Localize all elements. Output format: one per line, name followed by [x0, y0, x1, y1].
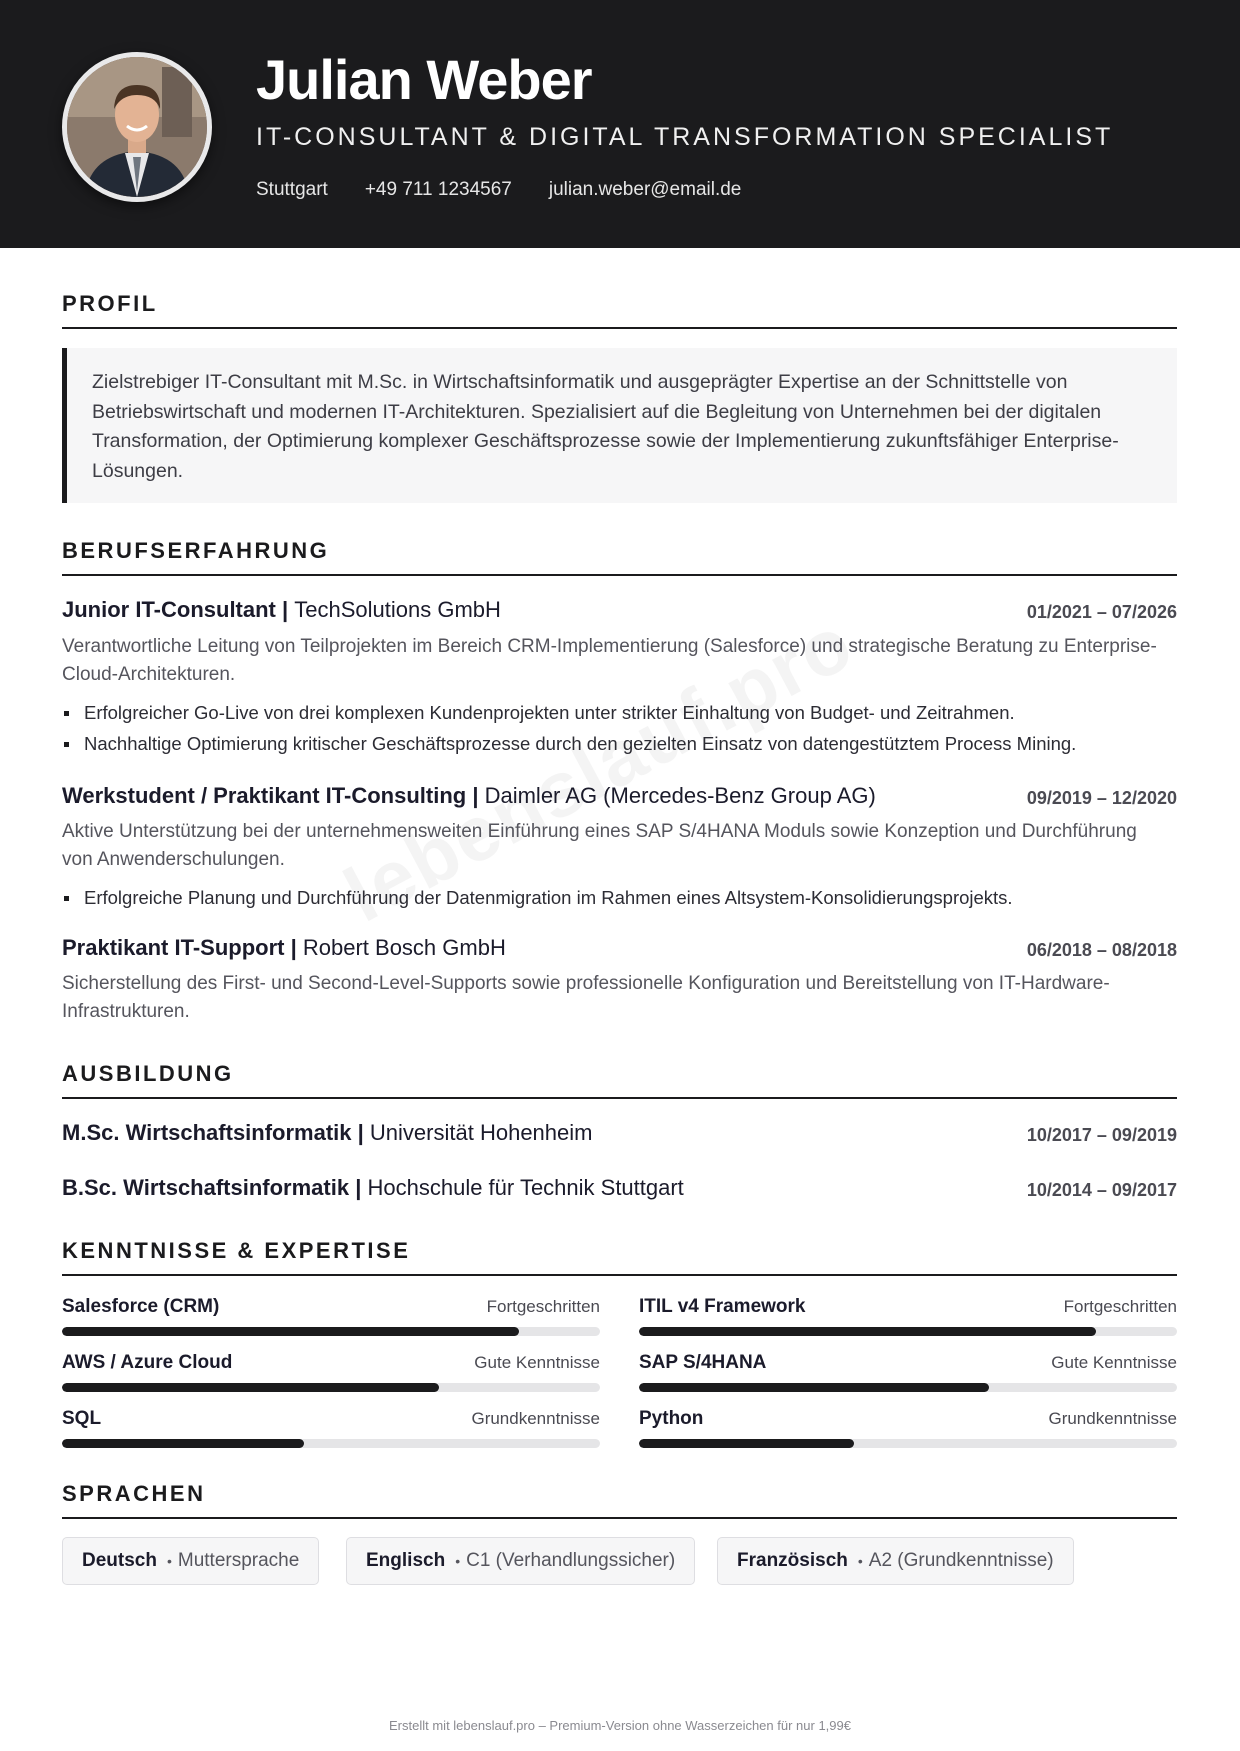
job-dates: 06/2018 – 08/2018 — [1026, 940, 1177, 960]
job-title-3: Praktikant IT-Support | Robert Bosch GmbH — [62, 935, 506, 960]
language-name: Deutsch — [82, 1550, 157, 1571]
profile-summary: Zielstrebiger IT-Consultant mit M.Sc. in Wirtschaftsinformatik und ausgeprägter Expertise an der Schnittstelle von Betriebswirtschaft und modernen IT-Architekturen. Spezialisiert auf die Begleitung von Unternehmen bei der digitalen Transformation, der Optimierung komplexer Geschäftsprozesse sowie der Implementierung zukunftsfähiger Enterprise-Lösungen. — [62, 348, 1177, 503]
language-level: C1 (Verhandlungssicher) — [466, 1550, 676, 1571]
skill-name: SAP S/4HANA — [639, 1352, 767, 1373]
contact-info — [256, 178, 741, 202]
skill-progress-fill — [62, 1439, 304, 1448]
job-title-2: Werkstudent / Praktikant IT-Consulting | Daimler AG (Mercedes-Benz Group AG) — [62, 783, 876, 808]
language-level: A2 (Grundkenntnisse) — [868, 1550, 1054, 1571]
job-company: Robert Bosch GmbH — [302, 935, 506, 960]
skill-progress-fill — [639, 1327, 1096, 1336]
language-badge — [62, 1537, 319, 1585]
profile-photo — [62, 52, 212, 202]
job-company: TechSolutions GmbH — [294, 597, 501, 622]
skill-progress-track — [62, 1383, 600, 1392]
education-dates: 10/2014 – 09/2017 — [1026, 1180, 1177, 1200]
section-divider — [62, 1274, 1177, 1276]
education-item-1: M.Sc. Wirtschaftsinformatik | Universität Hohenheim — [62, 1120, 593, 1145]
language-name: Französisch — [737, 1550, 848, 1571]
skill-item — [62, 1407, 600, 1457]
skill-progress-fill — [62, 1327, 519, 1336]
skill-level: Grundkenntnisse — [1048, 1409, 1177, 1428]
education-degree: M.Sc. Wirtschaftsinformatik — [62, 1120, 352, 1145]
skill-name: Salesforce (CRM) — [62, 1296, 220, 1317]
bullet-separator: • — [857, 1553, 863, 1569]
skill-level: Fortgeschritten — [1063, 1297, 1177, 1316]
education-degree: B.Sc. Wirtschaftsinformatik — [62, 1175, 350, 1200]
skill-item — [62, 1351, 600, 1401]
skill-name: Python — [639, 1408, 704, 1429]
skill-progress-track — [639, 1327, 1177, 1336]
job-description: Sicherstellung des First- und Second-Level-Supports sowie professionelle Konfiguration und Bereitstellung von IT-Hardware-Infrastrukturen. — [62, 973, 1110, 1022]
skill-name: SQL — [62, 1408, 102, 1429]
job-company: Daimler AG (Mercedes-Benz Group AG) — [484, 783, 876, 808]
education-school: Hochschule für Technik Stuttgart — [367, 1175, 684, 1200]
skill-item — [639, 1295, 1177, 1345]
skill-item — [639, 1351, 1177, 1401]
contact-city: Stuttgart — [256, 179, 328, 200]
skill-level: Gute Kenntnisse — [1051, 1353, 1177, 1372]
skill-progress-track — [639, 1383, 1177, 1392]
section-divider — [62, 1097, 1177, 1099]
education-item-2: B.Sc. Wirtschaftsinformatik | Hochschule für Technik Stuttgart — [62, 1175, 684, 1200]
skill-progress-track — [639, 1439, 1177, 1448]
job-role: Praktikant IT-Support — [62, 935, 285, 960]
avatar-portrait-image — [67, 57, 207, 197]
education-dates: 10/2017 – 09/2019 — [1026, 1125, 1177, 1145]
language-name: Englisch — [366, 1550, 446, 1571]
language-level: Muttersprache — [177, 1550, 300, 1571]
skill-progress-track — [62, 1439, 600, 1448]
job-title-1: Junior IT-Consultant | TechSolutions GmbH — [62, 597, 501, 622]
bullet-separator: • — [455, 1553, 461, 1569]
job-role: Werkstudent / Praktikant IT-Consulting — [62, 783, 467, 808]
education-school: Universität Hohenheim — [369, 1120, 593, 1145]
section-title-education: AUSBILDUNG — [62, 1061, 234, 1086]
job-bullet: Nachhaltige Optimierung kritischer Geschäftsprozesse durch den gezielten Einsatz von datengestütztem Process Mining. — [62, 731, 1177, 757]
job-role: Junior IT-Consultant — [62, 597, 276, 622]
contact-phone: +49 711 1234567 — [364, 179, 512, 200]
candidate-name: Julian Weber — [256, 48, 592, 111]
bullet-separator: • — [166, 1553, 172, 1569]
skill-item — [62, 1295, 600, 1345]
job-dates: 01/2021 – 07/2026 — [1026, 602, 1177, 622]
header-banner — [0, 0, 1240, 248]
job-description: Aktive Unterstützung bei der unternehmensweiten Einführung eines SAP S/4HANA Moduls sowie Konzeption und Durchführung von Anwenderschulungen. — [62, 821, 1137, 870]
job-description: Verantwortliche Leitung von Teilprojekten im Bereich CRM-Implementierung (Salesforce) und strategische Beratung zu Enterprise-Cloud-Architekturen. — [62, 636, 1157, 685]
footer-note: Erstellt mit lebenslauf.pro – Premium-Version ohne Wasserzeichen für nur 1,99€ — [389, 1718, 851, 1733]
skill-item — [639, 1407, 1177, 1457]
skill-level: Fortgeschritten — [486, 1297, 600, 1316]
language-badge — [717, 1537, 1074, 1585]
section-divider — [62, 574, 1177, 576]
skill-level: Grundkenntnisse — [471, 1409, 600, 1428]
section-title-experience: BERUFSERFAHRUNG — [62, 538, 330, 563]
language-badge — [346, 1537, 695, 1585]
skill-level: Gute Kenntnisse — [474, 1353, 600, 1372]
section-title-languages: SPRACHEN — [62, 1481, 206, 1506]
candidate-job-title: IT-CONSULTANT & DIGITAL TRANSFORMATION SPECIALIST — [256, 123, 1114, 151]
skill-name: ITIL v4 Framework — [639, 1296, 806, 1317]
section-title-profile: PROFIL — [62, 291, 158, 316]
section-divider — [62, 1517, 1177, 1519]
section-title-skills: KENNTNISSE & EXPERTISE — [62, 1238, 411, 1263]
skill-progress-fill — [62, 1383, 439, 1392]
skill-progress-fill — [639, 1383, 989, 1392]
job-dates: 09/2019 – 12/2020 — [1026, 788, 1177, 808]
job-bullet: Erfolgreicher Go-Live von drei komplexen Kundenprojekten unter strikter Einhaltung von Budget- und Zeitrahmen. — [62, 700, 1177, 726]
section-divider — [62, 327, 1177, 329]
skill-name: AWS / Azure Cloud — [62, 1352, 233, 1373]
skill-progress-fill — [639, 1439, 854, 1448]
contact-email[interactable]: julian.weber@email.de — [548, 179, 742, 200]
job-bullet: Erfolgreiche Planung und Durchführung der Datenmigration im Rahmen eines Altsystem-Konsolidierungsprojekts. — [62, 885, 1177, 911]
skill-progress-track — [62, 1327, 600, 1336]
